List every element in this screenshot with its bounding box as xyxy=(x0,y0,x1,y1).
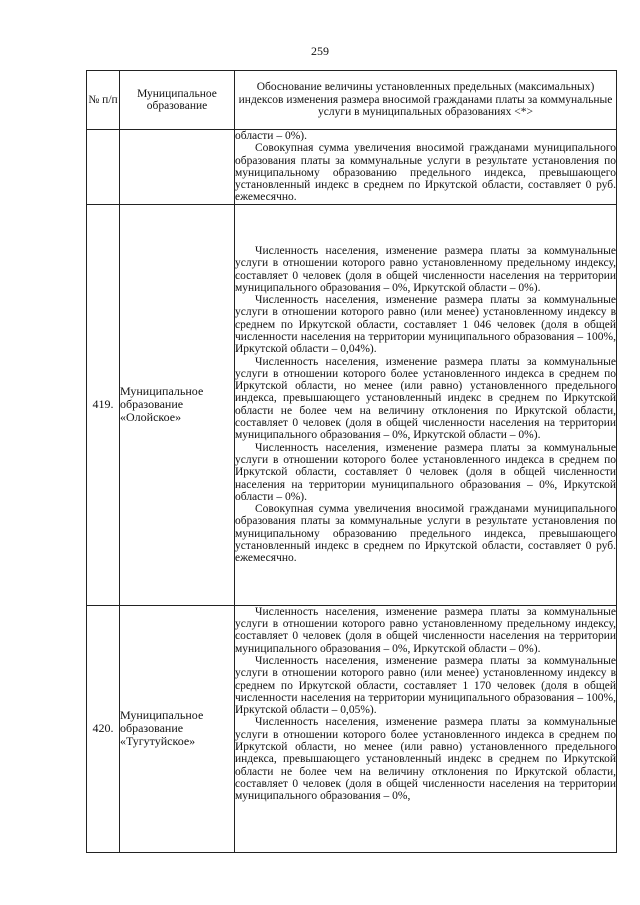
row-num: 420. xyxy=(87,605,120,852)
paragraph: Численность населения, изменение размера платы за коммунальные услуги в отношении которого более установленного индекса в среднем по Иркутской области, составляет 0 человек (доля в общей численности населения на территории муниципального образования – 0%, Иркутской области – 0%). xyxy=(235,441,616,503)
table-row-419 xyxy=(87,204,617,605)
table-header-row xyxy=(87,71,617,130)
page-number: 259 xyxy=(311,44,329,58)
header-municipality: Муниципальное образование xyxy=(120,71,235,130)
row-municipality xyxy=(120,605,235,852)
municipality-line: Муниципальное xyxy=(120,708,204,723)
paragraph: Численность населения, изменение размера платы за коммунальные услуги в отношении которого равно установленному предельному индексу, составляет 0 человек (доля в общей численности населения на территории муниципального образования – 0%, Иркутской области – 0%). xyxy=(235,605,616,655)
row-justification xyxy=(235,204,617,605)
municipality-name: «Тугутуйское» xyxy=(120,734,196,749)
row-num: 419. xyxy=(87,204,120,605)
paragraph: Численность населения, изменение размера платы за коммунальные услуги в отношении которого более установленного индекса в среднем по Иркутской области, но менее (или равно) установленного предельного индекса, превышающего установленный индекс в среднем по Иркутской области не более чем на величину отклонения по Иркутской области, составляет 0 человек (доля в общей численности населения на территории муниципального образования – 0%, xyxy=(235,716,616,803)
row-num xyxy=(87,130,120,205)
paragraph: области – 0%). xyxy=(235,130,307,142)
municipality-line: образование xyxy=(120,721,184,736)
row-municipality xyxy=(120,204,235,605)
row-municipality xyxy=(120,130,235,205)
header-num: № п/п xyxy=(87,71,120,130)
paragraph: Численность населения, изменение размера платы за коммунальные услуги в отношении которого равно (или менее) установленному индексу в среднем по Иркутской области, составляет 1 046 человек (доля в общей численности населения на территории муниципального образования – 100%, Иркутской области – 0,04%). xyxy=(235,294,616,356)
table-row-420 xyxy=(87,605,617,852)
row-justification xyxy=(235,130,617,205)
municipality-line: Муниципальное xyxy=(120,384,204,399)
municipality-name: «Олойское» xyxy=(120,410,182,425)
table-row-continued xyxy=(87,130,617,205)
header-justification: Обоснование величины установленных предельных (максимальных) индексов изменения размера вносимой гражданами платы за коммунальные услуги в муниципальных образованиях <*> xyxy=(235,71,617,130)
paragraph: Совокупная сумма увеличения вносимой гражданами муниципального образования платы за коммунальные услуги в результате установления по муниципальному образованию предельного индекса, превышающего установленный индекс в среднем по Иркутской области, составляет 0 руб. ежемесячно. xyxy=(235,142,616,204)
row-justification xyxy=(235,605,617,852)
paragraph: Совокупная сумма увеличения вносимой гражданами муниципального образования платы за коммунальные услуги в результате установления по муниципальному образованию предельного индекса, превышающего установленный индекс в среднем по Иркутской области, составляет 0 руб. ежемесячно. xyxy=(235,503,616,565)
municipal-index-table xyxy=(86,70,617,853)
paragraph: Численность населения, изменение размера платы за коммунальные услуги в отношении которого равно (или менее) установленному индексу в среднем по Иркутской области, составляет 1 170 человек (доля в общей численности населения на территории муниципального образования – 100%, Иркутской области – 0,05%). xyxy=(235,654,616,717)
paragraph: Численность населения, изменение размера платы за коммунальные услуги в отношении которого более установленного индекса в среднем по Иркутской области, но менее (или равно) установленного предельного индекса, превышающего установленный индекс в среднем по Иркутской области не более чем на величину отклонения по Иркутской области, составляет 0 человек (доля в общей численности населения на территории муниципального образования – 0%, Иркутской области – 0%). xyxy=(235,355,616,442)
municipality-line: образование xyxy=(120,397,184,412)
paragraph: Численность населения, изменение размера платы за коммунальные услуги в отношении которого равно установленному предельному индексу, составляет 0 человек (доля в общей численности населения на территории муниципального образования – 0%, Иркутской области – 0%). xyxy=(235,244,616,294)
